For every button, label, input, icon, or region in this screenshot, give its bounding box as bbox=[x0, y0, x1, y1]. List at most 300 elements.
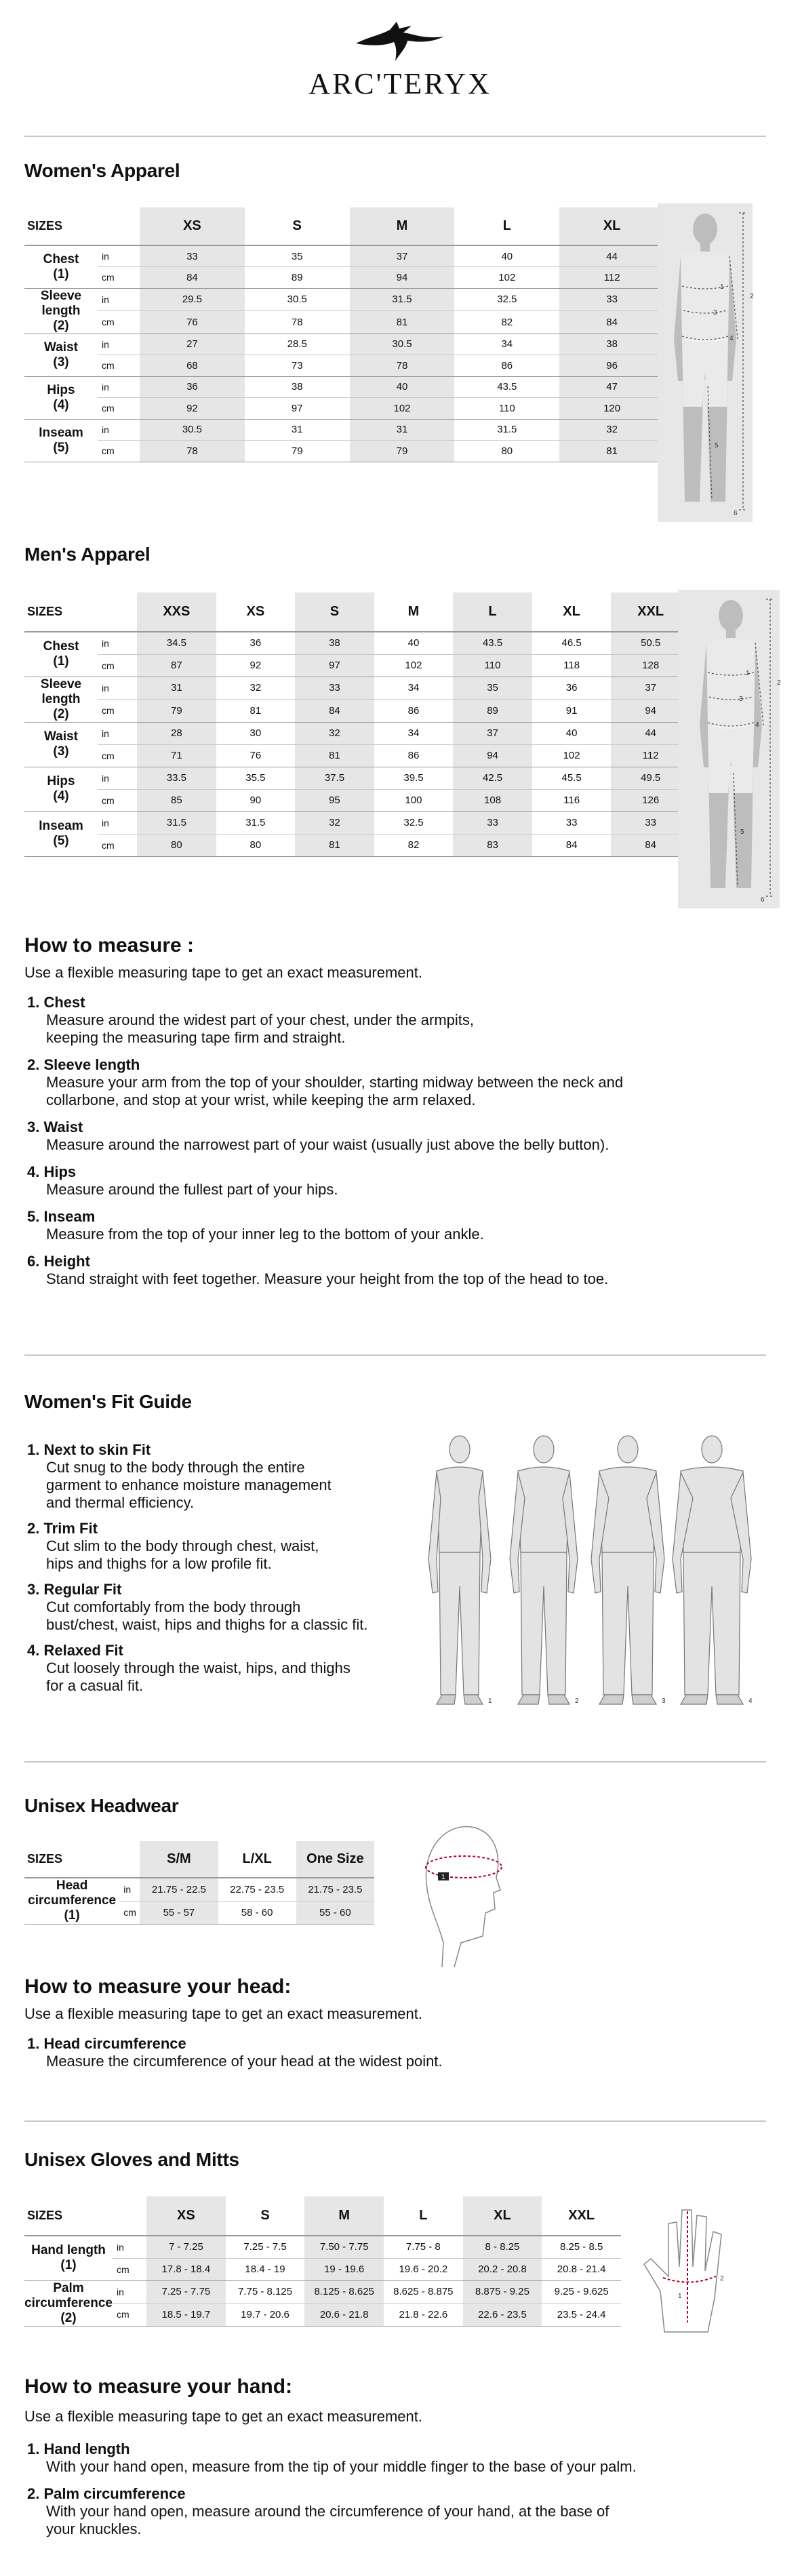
table-cell: 110 bbox=[453, 654, 532, 677]
size-header-cell: L/XL bbox=[218, 1841, 296, 1878]
table-cell: 40 bbox=[454, 245, 559, 267]
table-cell: 38 bbox=[559, 334, 664, 355]
table-cell: 22.75 - 23.5 bbox=[218, 1878, 296, 1901]
gloves-size-table bbox=[24, 2196, 621, 2327]
table-cell: 34 bbox=[374, 722, 454, 744]
step-item bbox=[24, 2035, 443, 2070]
table-cell: 18.4 - 19 bbox=[226, 2258, 305, 2280]
table-cell: 92 bbox=[216, 654, 296, 677]
step-text: Measure the circumference of your head at the widest point. bbox=[46, 2053, 443, 2070]
figure-marker: 5 bbox=[715, 442, 719, 449]
unit-label: in bbox=[98, 334, 140, 355]
table-cell: 100 bbox=[374, 789, 454, 811]
table-row bbox=[24, 834, 690, 856]
table-cell: 81 bbox=[559, 441, 664, 462]
table-cell: 32.5 bbox=[374, 811, 454, 834]
step-text: keeping the measuring tape firm and straight. bbox=[46, 1029, 346, 1046]
figure-marker: 6 bbox=[734, 510, 738, 517]
table-cell: 34.5 bbox=[137, 632, 216, 654]
step-text: bust/chest, waist, hips and thighs for a classic fit. bbox=[46, 1616, 368, 1633]
table-cell: 38 bbox=[295, 632, 374, 654]
step-title: 1. Head circumference bbox=[27, 2035, 186, 2052]
table-cell: 34 bbox=[374, 677, 454, 700]
table-cell: 31 bbox=[137, 677, 216, 700]
table-cell: 46.5 bbox=[532, 632, 612, 654]
step-text: hips and thighs for a low profile fit. bbox=[46, 1555, 272, 1572]
table-cell: 102 bbox=[532, 744, 612, 767]
step-title: 6. Height bbox=[27, 1253, 90, 1270]
unit-label: in bbox=[98, 767, 137, 789]
step-title: 1. Hand length bbox=[27, 2440, 130, 2457]
table-cell: 84 bbox=[611, 834, 690, 856]
size-header-cell: S bbox=[226, 2196, 305, 2236]
table-cell: 42.5 bbox=[453, 767, 532, 789]
size-header-cell: XS bbox=[216, 592, 296, 632]
figure-marker: 3 bbox=[662, 1697, 666, 1705]
table-cell: 34 bbox=[454, 334, 559, 355]
figure-marker: 4 bbox=[748, 1697, 753, 1705]
table-row bbox=[24, 677, 690, 700]
table-row bbox=[24, 700, 690, 723]
table-cell: 43.5 bbox=[453, 632, 532, 654]
table-row bbox=[24, 2303, 621, 2327]
table-cell: 58 - 60 bbox=[218, 1901, 296, 1924]
table-cell: 116 bbox=[532, 789, 612, 811]
step-item bbox=[24, 1163, 623, 1199]
table-cell: 40 bbox=[350, 376, 455, 398]
table-cell: 118 bbox=[532, 654, 612, 677]
fit-guide-figures-icon bbox=[420, 1430, 773, 1729]
table-cell: 18.5 - 19.7 bbox=[146, 2303, 226, 2327]
table-cell: 27 bbox=[140, 334, 245, 355]
table-cell: 126 bbox=[611, 789, 690, 811]
step-title: 2. Sleeve length bbox=[27, 1056, 140, 1073]
table-cell: 90 bbox=[216, 789, 296, 811]
table-cell: 97 bbox=[245, 398, 350, 420]
step-text: Stand straight with feet together. Measure your height from the top of the head to toe. bbox=[46, 1270, 609, 1287]
table-cell: 110 bbox=[454, 398, 559, 420]
size-header-cell: S bbox=[245, 207, 350, 245]
how-head-intro: Use a flexible measuring tape to get an exact measurement. bbox=[24, 2005, 422, 2022]
table-cell: 71 bbox=[137, 744, 216, 767]
size-header-cell: XL bbox=[559, 207, 664, 245]
table-cell: 85 bbox=[137, 789, 216, 811]
table-cell: 32 bbox=[559, 419, 664, 441]
step-text: garment to enhance moisture management bbox=[46, 1476, 332, 1493]
table-cell: 8.625 - 8.875 bbox=[384, 2280, 463, 2303]
table-cell: 84 bbox=[140, 267, 245, 289]
table-cell: 7 - 7.25 bbox=[146, 2236, 226, 2258]
table-cell: 81 bbox=[295, 744, 374, 767]
unit-label: in bbox=[98, 722, 137, 744]
unit-label: in bbox=[113, 2236, 146, 2258]
table-row bbox=[24, 267, 664, 289]
table-cell: 79 bbox=[137, 700, 216, 723]
table-cell: 37.5 bbox=[295, 767, 374, 789]
table-cell: 79 bbox=[245, 441, 350, 462]
table-cell: 49.5 bbox=[611, 767, 690, 789]
table-cell: 7.75 - 8.125 bbox=[226, 2280, 305, 2303]
table-cell: 7.25 - 7.5 bbox=[226, 2236, 305, 2258]
unit-label: cm bbox=[98, 355, 140, 377]
table-cell: 31.5 bbox=[350, 288, 455, 311]
table-cell: 39.5 bbox=[374, 767, 454, 789]
table-row bbox=[24, 2236, 621, 2258]
table-cell: 86 bbox=[374, 744, 454, 767]
step-item bbox=[24, 2440, 637, 2476]
table-cell: 55 - 57 bbox=[140, 1901, 218, 1924]
step-item bbox=[24, 1119, 623, 1154]
figure-marker: 1 bbox=[746, 670, 750, 677]
step-item bbox=[24, 994, 623, 1047]
unit-label: in bbox=[98, 419, 140, 441]
measurement-label: Chest (1) bbox=[24, 245, 98, 288]
arcteryx-logo-icon bbox=[349, 16, 451, 64]
unit-label: cm bbox=[98, 441, 140, 462]
table-cell: 89 bbox=[245, 267, 350, 289]
mens-size-table bbox=[24, 592, 690, 857]
step-text: and thermal efficiency. bbox=[46, 1494, 195, 1511]
table-cell: 20.2 - 20.8 bbox=[463, 2258, 542, 2280]
table-cell: 29.5 bbox=[140, 288, 245, 311]
table-cell: 73 bbox=[245, 355, 350, 377]
table-cell: 19 - 19.6 bbox=[304, 2258, 384, 2280]
figure-marker: 1 bbox=[678, 2293, 682, 2300]
table-cell: 102 bbox=[374, 654, 454, 677]
table-cell: 8.25 - 8.5 bbox=[542, 2236, 621, 2258]
table-cell: 87 bbox=[137, 654, 216, 677]
table-cell: 17.8 - 18.4 bbox=[146, 2258, 226, 2280]
step-text: Measure from the top of your inner leg to the bottom of your ankle. bbox=[46, 1226, 484, 1243]
figure-marker: 3 bbox=[713, 309, 717, 317]
table-row bbox=[24, 722, 690, 744]
table-cell: 79 bbox=[350, 441, 455, 462]
figure-marker: 3 bbox=[739, 696, 743, 703]
head-steps bbox=[24, 2035, 443, 2080]
step-title: 1. Chest bbox=[27, 994, 85, 1011]
table-cell: 33 bbox=[453, 811, 532, 834]
unit-label: cm bbox=[113, 2303, 146, 2327]
measurement-label: Chest (1) bbox=[24, 632, 98, 677]
size-header-cell: XXL bbox=[542, 2196, 621, 2236]
step-title: 4. Relaxed Fit bbox=[27, 1642, 123, 1659]
measurement-label: Sleeve length (2) bbox=[24, 288, 98, 334]
unit-label: in bbox=[98, 677, 137, 700]
step-item bbox=[24, 1581, 367, 1634]
step-text: Cut loosely through the waist, hips, and thighs bbox=[46, 1659, 351, 1676]
unit-label: cm bbox=[98, 700, 137, 723]
table-cell: 76 bbox=[216, 744, 296, 767]
table-row bbox=[24, 334, 664, 355]
table-cell: 35.5 bbox=[216, 767, 296, 789]
table-cell: 28 bbox=[137, 722, 216, 744]
how-hand-title: How to measure your hand: bbox=[24, 2375, 293, 2398]
table-row bbox=[24, 811, 690, 834]
size-header-cell: XXS bbox=[137, 592, 216, 632]
table-cell: 120 bbox=[559, 398, 664, 420]
size-header-cell: XS bbox=[140, 207, 245, 245]
table-cell: 45.5 bbox=[532, 767, 612, 789]
size-header-row bbox=[24, 2196, 621, 2236]
table-cell: 97 bbox=[295, 654, 374, 677]
measurement-label: Inseam (5) bbox=[24, 419, 98, 462]
figure-marker: 5 bbox=[740, 828, 744, 836]
table-cell: 40 bbox=[374, 632, 454, 654]
step-text: Measure around the widest part of your chest, under the armpits, bbox=[46, 1011, 474, 1028]
figure-marker: 4 bbox=[729, 335, 734, 342]
brand-name: ARC'TERYX bbox=[308, 67, 492, 100]
table-cell: 40 bbox=[532, 722, 612, 744]
table-row bbox=[24, 376, 664, 398]
table-cell: 19.6 - 20.2 bbox=[384, 2258, 463, 2280]
table-cell: 30.5 bbox=[140, 419, 245, 441]
unit-label: cm bbox=[98, 654, 137, 677]
figure-marker: 2 bbox=[777, 679, 781, 687]
table-cell: 102 bbox=[454, 267, 559, 289]
men-measure-figure-icon bbox=[678, 590, 780, 908]
table-cell: 81 bbox=[295, 834, 374, 856]
step-item bbox=[24, 1520, 367, 1573]
step-title: 4. Hips bbox=[27, 1163, 77, 1180]
table-cell: 19.7 - 20.6 bbox=[226, 2303, 305, 2327]
table-row bbox=[24, 1878, 374, 1901]
table-cell: 30 bbox=[216, 722, 296, 744]
step-text: Cut comfortably from the body through bbox=[46, 1598, 301, 1615]
table-cell: 37 bbox=[350, 245, 455, 267]
table-row bbox=[24, 744, 690, 767]
table-cell: 102 bbox=[350, 398, 455, 420]
unit-label: in bbox=[98, 376, 140, 398]
women-measure-figure-icon bbox=[658, 203, 753, 522]
table-cell: 84 bbox=[295, 700, 374, 723]
size-header-cell: L bbox=[453, 592, 532, 632]
gloves-title: Unisex Gloves and Mitts bbox=[24, 2149, 239, 2170]
unit-label: in bbox=[98, 245, 140, 267]
table-cell: 94 bbox=[350, 267, 455, 289]
table-cell: 55 - 60 bbox=[296, 1901, 374, 1924]
fit-guide-steps bbox=[24, 1441, 367, 1703]
measurement-label: Waist (3) bbox=[24, 722, 98, 767]
table-cell: 95 bbox=[295, 789, 374, 811]
table-cell: 44 bbox=[559, 245, 664, 267]
table-cell: 50.5 bbox=[611, 632, 690, 654]
size-header-cell: M bbox=[304, 2196, 384, 2236]
size-header-cell: XL bbox=[463, 2196, 542, 2236]
figure-marker: 2 bbox=[575, 1697, 579, 1705]
table-cell: 94 bbox=[453, 744, 532, 767]
size-header-row bbox=[24, 207, 664, 245]
headwear-title: Unisex Headwear bbox=[24, 1795, 179, 1816]
table-cell: 28.5 bbox=[245, 334, 350, 355]
table-cell: 32 bbox=[295, 811, 374, 834]
table-cell: 21.75 - 23.5 bbox=[296, 1878, 374, 1901]
table-cell: 76 bbox=[140, 311, 245, 334]
size-header-row bbox=[24, 592, 690, 632]
step-title: 3. Regular Fit bbox=[27, 1581, 122, 1598]
table-cell: 38 bbox=[245, 376, 350, 398]
unit-label: in bbox=[119, 1878, 140, 1901]
unit-label: in bbox=[113, 2280, 146, 2303]
unit-label: cm bbox=[98, 398, 140, 420]
table-cell: 86 bbox=[454, 355, 559, 377]
table-cell: 43.5 bbox=[454, 376, 559, 398]
sizes-header: SIZES bbox=[24, 2196, 146, 2236]
table-cell: 92 bbox=[140, 398, 245, 420]
table-cell: 82 bbox=[454, 311, 559, 334]
table-cell: 21.75 - 22.5 bbox=[140, 1878, 218, 1901]
table-cell: 31 bbox=[350, 419, 455, 441]
step-item bbox=[24, 1056, 623, 1109]
divider bbox=[24, 1761, 766, 1763]
step-title: 1. Next to skin Fit bbox=[27, 1441, 151, 1458]
figure-marker: 1 bbox=[720, 283, 724, 291]
table-cell: 78 bbox=[350, 355, 455, 377]
table-row bbox=[24, 311, 664, 334]
measurement-label: Inseam (5) bbox=[24, 811, 98, 856]
step-text: With your hand open, measure from the tip of your middle finger to the base of your palm. bbox=[46, 2458, 637, 2475]
table-cell: 96 bbox=[559, 355, 664, 377]
table-cell: 94 bbox=[611, 700, 690, 723]
table-cell: 83 bbox=[453, 834, 532, 856]
table-cell: 9.25 - 9.625 bbox=[542, 2280, 621, 2303]
step-title: 2. Trim Fit bbox=[27, 1520, 98, 1537]
step-text: your knuckles. bbox=[46, 2520, 142, 2537]
table-cell: 78 bbox=[140, 441, 245, 462]
table-cell: 7.75 - 8 bbox=[384, 2236, 463, 2258]
unit-label: cm bbox=[98, 834, 137, 856]
step-item bbox=[24, 2485, 637, 2538]
table-cell: 47 bbox=[559, 376, 664, 398]
step-text: Cut slim to the body through chest, waist, bbox=[46, 1537, 319, 1554]
sizes-header: SIZES bbox=[24, 592, 137, 632]
step-text: Measure around the narrowest part of your waist (usually just above the belly button). bbox=[46, 1136, 609, 1153]
measure-steps bbox=[24, 994, 623, 1297]
step-text: Measure your arm from the top of your shoulder, starting midway between the neck and bbox=[46, 1074, 624, 1091]
step-title: 5. Inseam bbox=[27, 1208, 96, 1225]
table-row bbox=[24, 767, 690, 789]
measurement-label: Waist (3) bbox=[24, 334, 98, 376]
size-header-cell: XL bbox=[532, 592, 612, 632]
table-cell: 112 bbox=[611, 744, 690, 767]
table-cell: 7.25 - 7.75 bbox=[146, 2280, 226, 2303]
table-cell: 22.6 - 23.5 bbox=[463, 2303, 542, 2327]
figure-marker: 2 bbox=[720, 2275, 724, 2282]
step-text: for a casual fit. bbox=[46, 1677, 144, 1694]
step-title: 2. Palm circumference bbox=[27, 2485, 186, 2502]
table-cell: 81 bbox=[216, 700, 296, 723]
table-cell: 37 bbox=[611, 677, 690, 700]
how-to-measure-intro: Use a flexible measuring tape to get an exact measurement. bbox=[24, 964, 422, 981]
measurement-label: Hips (4) bbox=[24, 376, 98, 419]
how-hand-intro: Use a flexible measuring tape to get an exact measurement. bbox=[24, 2408, 422, 2425]
table-cell: 78 bbox=[245, 311, 350, 334]
table-cell: 68 bbox=[140, 355, 245, 377]
table-row bbox=[24, 789, 690, 811]
table-row bbox=[24, 245, 664, 267]
womens-apparel-title: Women's Apparel bbox=[24, 160, 180, 181]
table-cell: 80 bbox=[454, 441, 559, 462]
table-row bbox=[24, 441, 664, 462]
table-cell: 31 bbox=[245, 419, 350, 441]
divider bbox=[24, 1354, 766, 1356]
table-cell: 37 bbox=[453, 722, 532, 744]
step-item bbox=[24, 1253, 623, 1288]
table-row bbox=[24, 288, 664, 311]
table-cell: 31.5 bbox=[137, 811, 216, 834]
unit-label: in bbox=[98, 288, 140, 311]
step-title: 3. Waist bbox=[27, 1119, 83, 1135]
sizes-header: SIZES bbox=[24, 207, 140, 245]
divider bbox=[24, 2120, 766, 2122]
table-cell: 82 bbox=[374, 834, 454, 856]
table-row bbox=[24, 654, 690, 677]
table-row bbox=[24, 632, 690, 654]
size-header-cell: S bbox=[295, 592, 374, 632]
table-cell: 80 bbox=[137, 834, 216, 856]
table-cell: 31.5 bbox=[454, 419, 559, 441]
table-cell: 81 bbox=[350, 311, 455, 334]
table-cell: 108 bbox=[453, 789, 532, 811]
step-item bbox=[24, 1208, 623, 1243]
figure-marker: 1 bbox=[488, 1697, 492, 1705]
figure-marker: 2 bbox=[750, 293, 754, 300]
table-cell: 21.8 - 22.6 bbox=[384, 2303, 463, 2327]
table-cell: 23.5 - 24.4 bbox=[542, 2303, 621, 2327]
step-text: collarbone, and stop at your wrist, while keeping the arm relaxed. bbox=[46, 1091, 476, 1108]
table-cell: 91 bbox=[532, 700, 612, 723]
table-cell: 35 bbox=[453, 677, 532, 700]
sizes-header: SIZES bbox=[24, 1841, 140, 1878]
step-item bbox=[24, 1441, 367, 1512]
table-cell: 89 bbox=[453, 700, 532, 723]
measurement-label: Head circumference (1) bbox=[24, 1878, 119, 1924]
hand-measure-figure-icon bbox=[637, 2196, 753, 2352]
womens-fit-guide-title: Women's Fit Guide bbox=[24, 1391, 192, 1412]
table-cell: 112 bbox=[559, 267, 664, 289]
table-cell: 128 bbox=[611, 654, 690, 677]
unit-label: in bbox=[98, 811, 137, 834]
step-text: With your hand open, measure around the circumference of your hand, at the base of bbox=[46, 2503, 609, 2520]
table-cell: 8 - 8.25 bbox=[463, 2236, 542, 2258]
unit-label: cm bbox=[113, 2258, 146, 2280]
table-cell: 33 bbox=[295, 677, 374, 700]
table-cell: 86 bbox=[374, 700, 454, 723]
table-row bbox=[24, 2280, 621, 2303]
hand-steps bbox=[24, 2440, 637, 2548]
table-cell: 32.5 bbox=[454, 288, 559, 311]
measurement-label: Hips (4) bbox=[24, 767, 98, 811]
figure-marker: 4 bbox=[755, 721, 759, 729]
unit-label: cm bbox=[98, 789, 137, 811]
table-cell: 84 bbox=[532, 834, 612, 856]
table-cell: 33.5 bbox=[137, 767, 216, 789]
divider bbox=[24, 136, 766, 137]
womens-size-table bbox=[24, 207, 664, 462]
table-cell: 36 bbox=[140, 376, 245, 398]
table-row bbox=[24, 355, 664, 377]
unit-label: cm bbox=[98, 311, 140, 334]
unit-label: cm bbox=[98, 744, 137, 767]
measurement-label: Sleeve length (2) bbox=[24, 677, 98, 722]
unit-label: cm bbox=[98, 267, 140, 289]
table-cell: 7.50 - 7.75 bbox=[304, 2236, 384, 2258]
table-cell: 44 bbox=[611, 722, 690, 744]
table-row bbox=[24, 398, 664, 420]
table-cell: 35 bbox=[245, 245, 350, 267]
figure-marker: 6 bbox=[761, 896, 765, 904]
unit-label: in bbox=[98, 632, 137, 654]
table-cell: 33 bbox=[140, 245, 245, 267]
